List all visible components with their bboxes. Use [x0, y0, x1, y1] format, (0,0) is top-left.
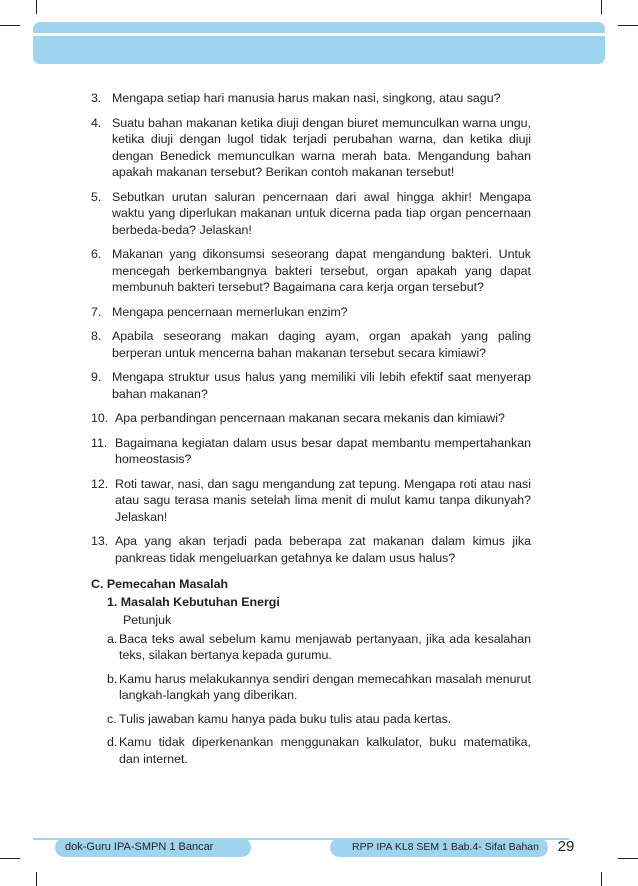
- header-band: [33, 22, 605, 64]
- question-number: 4.: [91, 115, 102, 130]
- question-text: Apabila seseorang makan daging ayam, organ apakah yang paling berperan untuk mencerna bahan makanan tersebut secara kimiawi?: [112, 329, 531, 360]
- instruction-text: Tulis jawaban kamu hanya pada buku tulis atau pada kertas.: [119, 711, 452, 726]
- question-number: 12.: [91, 476, 109, 491]
- page-content: [91, 90, 531, 774]
- crop-mark: [36, 872, 37, 886]
- instruction-text: Kamu tidak diperkenankan menggunakan kalkulator, buku matematika, dan internet.: [119, 735, 531, 766]
- question-text: Makanan yang dikonsumsi seseorang dapat mengandung bakteri. Untuk mencegah berkembangnya bakteri tersebut, organ apakah yang dapat membunuh bakteri tersebut? Bagaimana cara kerja organ tersebut?: [112, 247, 531, 294]
- instructions-heading: Petunjuk: [123, 613, 172, 627]
- question-item: [91, 533, 531, 566]
- question-list: [91, 90, 531, 566]
- question-text: Mengapa setiap hari manusia harus makan nasi, singkong, atau sagu?: [112, 91, 501, 105]
- footer-source: dok-Guru IPA-SMPN 1 Bancar: [55, 838, 251, 857]
- question-text: Bagaimana kegiatan dalam usus besar dapat membantu mempertahankan homeostasis?: [115, 435, 531, 466]
- instruction-list: [91, 631, 531, 768]
- question-number: 9.: [91, 370, 102, 384]
- question-number: 3.: [91, 91, 102, 105]
- section-title: C. Pemecahan Masalah: [91, 577, 229, 591]
- crop-mark: [618, 858, 638, 859]
- question-text: Sebutkan urutan saluran pencernaan dari awal hingga akhir! Mengapa waktu yang diperlukan makanan untuk dicerna pada tiap organ pencernaan berbeda-beda? Jelaskan!: [112, 189, 531, 237]
- question-text: Roti tawar, nasi, dan sagu mengandung zat tepung. Mengapa roti atau nasi atau sagu terasa manis setelah lima menit di mulut kamu tanpa dikunyah? Jelaskan!: [115, 476, 531, 524]
- question-text: Apa yang akan terjadi pada beberapa zat makanan dalam kimus jika pankreas tidak mengeluarkan getahnya ke dalam usus halus?: [115, 534, 531, 565]
- question-item: [91, 246, 531, 296]
- instruction-letter: a.: [107, 631, 118, 646]
- instruction-item: [107, 711, 531, 728]
- instruction-letter: c.: [107, 711, 117, 726]
- question-text: Mengapa pencernaan memerlukan enzim?: [112, 304, 348, 319]
- question-item: [91, 304, 531, 321]
- footer-chapter: RPP IPA KL8 SEM 1 Bab.4- Sifat Bahan: [330, 838, 548, 857]
- instruction-item: [107, 631, 531, 664]
- crop-mark: [0, 858, 20, 859]
- question-text: Apa perbandingan pencernaan makanan secara mekanis dan kimiawi?: [115, 411, 505, 425]
- instruction-text: Kamu harus melakukannya sendiri dengan memecahkan masalah menurut langkah-langkah yang diberikan.: [119, 671, 531, 702]
- question-item: [91, 435, 531, 468]
- instruction-item: [107, 734, 531, 767]
- question-text: Suatu bahan makanan ketika diuji dengan biuret memunculkan warna ungu, ketika diuji dengan lugol tidak terjadi perubahan warna, dan ketika diuji dengan Benedick memunculkan warna merah bata. Mengandung bahan apakah makanan tersebut? Berikan contoh makanan tersebut!: [112, 115, 531, 179]
- question-item: [91, 189, 531, 239]
- question-text: Mengapa struktur usus halus yang memiliki vili lebih efektif saat menyerap bahan makanan?: [112, 370, 531, 401]
- instruction-text: Baca teks awal sebelum kamu menjawab pertanyaan, jika ada kesalahan teks, silakan bertanya kepada gurumu.: [119, 631, 531, 662]
- header-stripe: [33, 33, 605, 36]
- question-item: [91, 476, 531, 526]
- question-item: [91, 115, 531, 181]
- question-item: [91, 410, 531, 427]
- question-item: [91, 328, 531, 361]
- question-number: 13.: [91, 534, 109, 548]
- question-number: 6.: [91, 247, 102, 261]
- instruction-letter: d.: [107, 735, 118, 749]
- crop-mark: [601, 0, 602, 14]
- question-item: [91, 369, 531, 402]
- question-number: 5.: [91, 189, 102, 204]
- crop-mark: [601, 872, 602, 886]
- question-number: 7.: [91, 304, 102, 319]
- section-subtitle: 1. Masalah Kebutuhan Energi: [107, 594, 280, 609]
- crop-mark: [618, 25, 638, 26]
- question-number: 10.: [91, 411, 109, 425]
- instruction-item: [107, 671, 531, 704]
- crop-mark: [36, 0, 37, 14]
- question-item: [91, 90, 531, 107]
- question-number: 11.: [91, 435, 108, 450]
- crop-mark: [0, 25, 20, 26]
- page-number: 29: [557, 838, 575, 855]
- instruction-letter: b.: [107, 671, 118, 686]
- question-number: 8.: [91, 329, 102, 343]
